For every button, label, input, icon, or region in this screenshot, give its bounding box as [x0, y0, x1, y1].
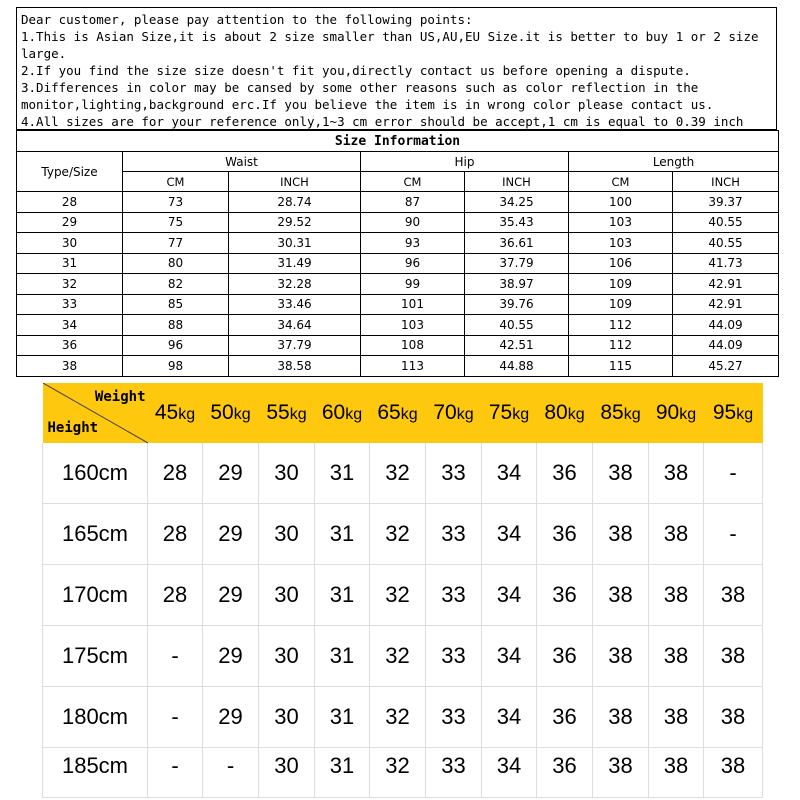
recommended-size-cell: 29 — [203, 626, 259, 687]
size-label-cell: 30 — [17, 233, 123, 254]
recommended-size-cell: 29 — [203, 443, 259, 504]
weight-header — [537, 383, 593, 443]
size-row — [17, 192, 779, 213]
recommended-size-cell: 30 — [259, 504, 315, 565]
notice-line: 4.All sizes are for your reference only,1~3 cm error should be accept,1 cm is equal to 0.39 inch — [21, 114, 744, 129]
height-label-cell: 170cm — [43, 565, 148, 626]
height-label-cell: 165cm — [43, 504, 148, 565]
measurement-cell: 37.79 — [465, 253, 569, 274]
recommended-size-cell: 31 — [315, 687, 370, 748]
unit-header: CM — [569, 172, 673, 192]
recommended-size-cell: - — [148, 687, 203, 748]
measurement-cell: 82 — [123, 274, 229, 295]
recommended-size-cell: 32 — [370, 748, 426, 798]
weight-unit: kg — [233, 406, 251, 423]
recommended-size-cell: 32 — [370, 687, 426, 748]
height-row — [43, 748, 763, 798]
recommended-size-cell: 31 — [315, 626, 370, 687]
measurement-cell: 29.52 — [229, 212, 361, 233]
weight-height-corner — [43, 383, 148, 443]
recommended-size-cell: - — [704, 504, 763, 565]
size-row — [17, 315, 779, 336]
recommended-size-cell: 38 — [704, 748, 763, 798]
weight-header — [704, 383, 763, 443]
recommended-size-cell: - — [203, 748, 259, 798]
weight-value: 50 — [210, 401, 234, 424]
recommended-size-cell: 36 — [537, 443, 593, 504]
recommended-size-cell: 34 — [482, 748, 537, 798]
measurement-cell: 100 — [569, 192, 673, 213]
recommended-size-cell: 36 — [537, 504, 593, 565]
unit-header: INCH — [229, 172, 361, 192]
recommended-size-cell: 33 — [426, 748, 482, 798]
recommended-size-cell: 34 — [482, 443, 537, 504]
measurement-cell: 45.27 — [673, 356, 779, 377]
height-row — [43, 504, 763, 565]
measurement-cell: 103 — [569, 212, 673, 233]
measurement-cell: 42.91 — [673, 294, 779, 315]
weight-unit: kg — [736, 406, 754, 423]
measurement-cell: 99 — [361, 274, 465, 295]
measurement-cell: 90 — [361, 212, 465, 233]
recommended-size-cell: 36 — [537, 565, 593, 626]
measurement-cell: 73 — [123, 192, 229, 213]
weight-unit: kg — [400, 406, 418, 423]
notice-line: 1.This is Asian Size,it is about 2 size smaller than US,AU,EU Size.it is better to buy 1 or 2 size large. — [21, 29, 759, 61]
measurement-cell: 31.49 — [229, 253, 361, 274]
weight-value: 65 — [377, 401, 401, 424]
weight-header — [426, 383, 482, 443]
size-table-body — [17, 192, 779, 377]
measurement-cell: 101 — [361, 294, 465, 315]
measurement-cell: 33.46 — [229, 294, 361, 315]
weight-header — [148, 383, 203, 443]
weight-unit: kg — [456, 406, 474, 423]
weight-unit: kg — [623, 406, 641, 423]
measurement-cell: 112 — [569, 315, 673, 336]
measurement-cell: 38.58 — [229, 356, 361, 377]
size-row — [17, 212, 779, 233]
weight-header — [649, 383, 704, 443]
weight-value: 55 — [266, 401, 290, 424]
recommended-size-cell: 30 — [259, 565, 315, 626]
recommended-size-cell: 38 — [649, 687, 704, 748]
recommended-size-cell: 33 — [426, 687, 482, 748]
measurement-cell: 85 — [123, 294, 229, 315]
weight-header — [315, 383, 370, 443]
recommended-size-cell: 38 — [593, 565, 649, 626]
measurement-cell: 96 — [123, 335, 229, 356]
size-row — [17, 356, 779, 377]
recommended-size-cell: 33 — [426, 443, 482, 504]
recommended-size-cell: 28 — [148, 443, 203, 504]
recommended-size-cell: - — [148, 626, 203, 687]
recommended-size-cell: 31 — [315, 748, 370, 798]
measurement-cell: 44.09 — [673, 315, 779, 336]
recommended-size-cell: - — [148, 748, 203, 798]
measurement-cell: 93 — [361, 233, 465, 254]
recommended-size-cell: 31 — [315, 565, 370, 626]
recommended-size-cell: 36 — [537, 626, 593, 687]
recommended-size-cell: 38 — [649, 626, 704, 687]
weight-header — [370, 383, 426, 443]
measurement-cell: 42.51 — [465, 335, 569, 356]
weight-value: 75 — [488, 401, 513, 424]
height-row — [43, 687, 763, 748]
height-row — [43, 443, 763, 504]
recommended-size-cell: 36 — [537, 748, 593, 798]
size-label-cell: 29 — [17, 212, 123, 233]
measurement-cell: 44.88 — [465, 356, 569, 377]
weight-unit: kg — [512, 406, 530, 423]
recommended-size-cell: 30 — [259, 748, 315, 798]
size-row — [17, 294, 779, 315]
weight-header — [259, 383, 315, 443]
measurement-cell: 75 — [123, 212, 229, 233]
measurement-cell: 38.97 — [465, 274, 569, 295]
recommended-size-cell: 38 — [593, 443, 649, 504]
recommended-size-cell: 30 — [259, 443, 315, 504]
weight-value: 80 — [544, 401, 568, 424]
measurement-cell: 34.25 — [465, 192, 569, 213]
weight-header — [482, 383, 537, 443]
measurement-cell: 39.37 — [673, 192, 779, 213]
recommended-size-cell: 30 — [259, 626, 315, 687]
customer-notice — [16, 7, 777, 130]
recommended-size-cell: 32 — [370, 504, 426, 565]
measurement-cell: 40.55 — [465, 315, 569, 336]
measurement-cell: 36.61 — [465, 233, 569, 254]
recommended-size-cell: 33 — [426, 504, 482, 565]
notice-line: Dear customer, please pay attention to the following points: — [21, 12, 473, 27]
size-label-cell: 38 — [17, 356, 123, 377]
size-row — [17, 233, 779, 254]
height-label: Height — [47, 420, 99, 436]
weight-height-chart — [42, 383, 763, 798]
measurement-cell: 30.31 — [229, 233, 361, 254]
recommended-size-cell: 33 — [426, 565, 482, 626]
notice-line: monitor,lighting,background erc.If you believe the item is in wrong color please contact us. — [21, 97, 714, 112]
weight-height-body — [43, 443, 763, 798]
recommended-size-cell: 38 — [649, 565, 704, 626]
hip-header: Hip — [361, 152, 569, 172]
recommended-size-cell: 38 — [704, 687, 763, 748]
size-label-cell: 33 — [17, 294, 123, 315]
recommended-size-cell: 38 — [649, 748, 704, 798]
notice-line: 2.If you find the size size doesn't fit you,directly contact us before opening a dispute. — [21, 63, 691, 78]
weight-unit: kg — [679, 406, 697, 423]
measurement-cell: 32.28 — [229, 274, 361, 295]
measurement-cell: 109 — [569, 294, 673, 315]
measurement-cell: 34.64 — [229, 315, 361, 336]
measurement-cell: 40.55 — [673, 233, 779, 254]
recommended-size-cell: 31 — [315, 443, 370, 504]
weight-header — [593, 383, 649, 443]
measurement-cell: 98 — [123, 356, 229, 377]
measurement-cell: 41.73 — [673, 253, 779, 274]
weight-unit: kg — [567, 406, 585, 423]
recommended-size-cell: 38 — [704, 626, 763, 687]
size-row — [17, 335, 779, 356]
unit-header: INCH — [465, 172, 569, 192]
waist-header: Waist — [123, 152, 361, 172]
type-size-header: Type/Size — [17, 152, 123, 192]
recommended-size-cell: 32 — [370, 443, 426, 504]
measurement-cell: 115 — [569, 356, 673, 377]
recommended-size-cell: 33 — [426, 626, 482, 687]
measurement-cell: 28.74 — [229, 192, 361, 213]
recommended-size-cell: 31 — [315, 504, 370, 565]
recommended-size-cell: - — [704, 443, 763, 504]
measurement-cell: 96 — [361, 253, 465, 274]
recommended-size-cell: 29 — [203, 504, 259, 565]
recommended-size-cell: 34 — [482, 626, 537, 687]
weight-value: 45 — [154, 401, 179, 424]
recommended-size-cell: 32 — [370, 626, 426, 687]
height-row — [43, 565, 763, 626]
recommended-size-cell: 38 — [593, 687, 649, 748]
recommended-size-cell: 30 — [259, 687, 315, 748]
size-label-cell: 28 — [17, 192, 123, 213]
size-row — [17, 274, 779, 295]
measurement-cell: 37.79 — [229, 335, 361, 356]
size-row — [17, 253, 779, 274]
height-row — [43, 626, 763, 687]
recommended-size-cell: 28 — [148, 565, 203, 626]
weight-label: Weight — [94, 389, 146, 405]
recommended-size-cell: 38 — [593, 504, 649, 565]
recommended-size-cell: 38 — [593, 748, 649, 798]
height-label-cell: 160cm — [43, 443, 148, 504]
recommended-size-cell: 38 — [649, 443, 704, 504]
recommended-size-cell: 36 — [537, 687, 593, 748]
weight-header — [203, 383, 259, 443]
notice-line: 3.Differences in color may be cansed by some other reasons such as color reflection in the — [21, 80, 699, 95]
measurement-cell: 40.55 — [673, 212, 779, 233]
size-table-title: Size Information — [17, 131, 779, 152]
recommended-size-cell: 29 — [203, 687, 259, 748]
recommended-size-cell: 34 — [482, 565, 537, 626]
weight-value: 95 — [712, 401, 737, 424]
weight-value: 60 — [321, 401, 346, 424]
weight-unit: kg — [345, 406, 363, 423]
measurement-cell: 108 — [361, 335, 465, 356]
weight-value: 85 — [600, 401, 624, 424]
size-label-cell: 36 — [17, 335, 123, 356]
measurement-cell: 103 — [361, 315, 465, 336]
measurement-cell: 42.91 — [673, 274, 779, 295]
weight-unit: kg — [289, 406, 307, 423]
size-label-cell: 31 — [17, 253, 123, 274]
recommended-size-cell: 38 — [704, 565, 763, 626]
measurement-cell: 87 — [361, 192, 465, 213]
measurement-cell: 39.76 — [465, 294, 569, 315]
measurement-cell: 77 — [123, 233, 229, 254]
recommended-size-cell: 38 — [593, 626, 649, 687]
recommended-size-cell: 28 — [148, 504, 203, 565]
recommended-size-cell: 34 — [482, 504, 537, 565]
unit-header: CM — [123, 172, 229, 192]
measurement-cell: 113 — [361, 356, 465, 377]
measurement-cell: 103 — [569, 233, 673, 254]
measurement-cell: 80 — [123, 253, 229, 274]
measurement-cell: 88 — [123, 315, 229, 336]
weight-value: 90 — [655, 401, 680, 424]
size-information-table — [16, 130, 779, 377]
measurement-cell: 106 — [569, 253, 673, 274]
height-label-cell: 175cm — [43, 626, 148, 687]
unit-header: INCH — [673, 172, 779, 192]
recommended-size-cell: 32 — [370, 565, 426, 626]
recommended-size-cell: 38 — [649, 504, 704, 565]
recommended-size-cell: 29 — [203, 565, 259, 626]
measurement-cell: 35.43 — [465, 212, 569, 233]
measurement-cell: 109 — [569, 274, 673, 295]
measurement-cell: 112 — [569, 335, 673, 356]
measurement-cell: 44.09 — [673, 335, 779, 356]
size-label-cell: 34 — [17, 315, 123, 336]
length-header: Length — [569, 152, 779, 172]
height-label-cell: 185cm — [43, 748, 148, 798]
unit-header: CM — [361, 172, 465, 192]
weight-value: 70 — [433, 401, 457, 424]
recommended-size-cell: 34 — [482, 687, 537, 748]
size-label-cell: 32 — [17, 274, 123, 295]
weight-unit: kg — [178, 406, 196, 423]
height-label-cell: 180cm — [43, 687, 148, 748]
